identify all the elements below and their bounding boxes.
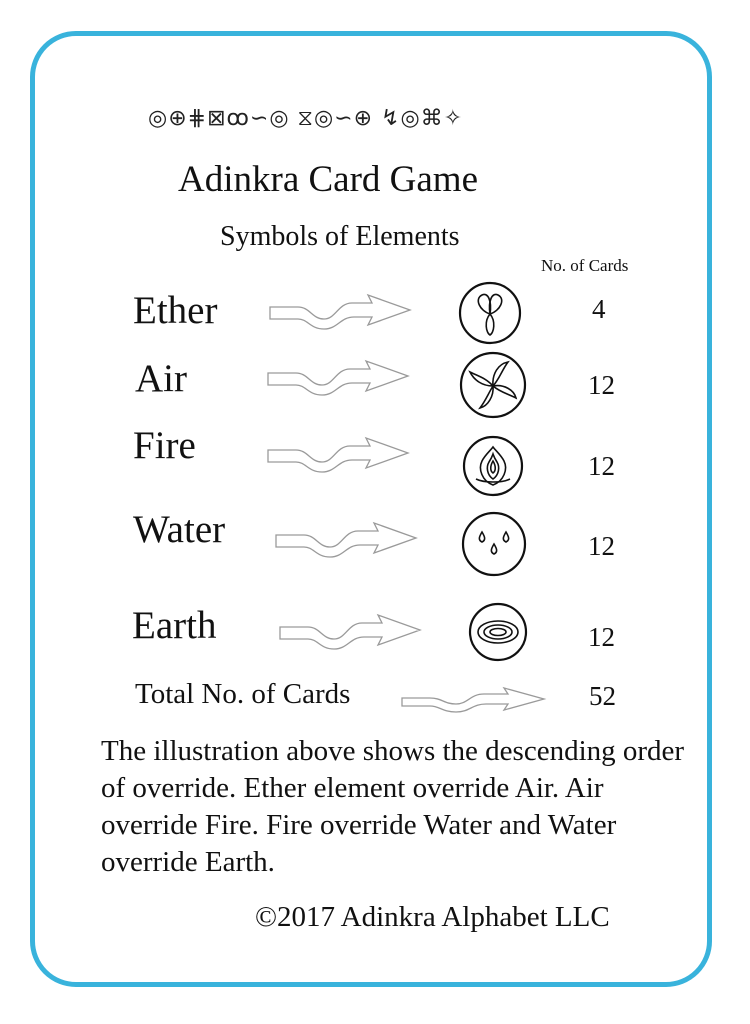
element-name-fire: Fire bbox=[133, 424, 196, 467]
three-petal-knot-icon bbox=[458, 281, 522, 345]
count-column-header: No. of Cards bbox=[541, 256, 629, 275]
element-count-water: 12 bbox=[588, 531, 615, 561]
total-count: 52 bbox=[589, 681, 616, 711]
flame-petals-icon bbox=[462, 433, 524, 499]
wavy-arrow-icon bbox=[278, 611, 428, 653]
pinwheel-swirl-icon bbox=[458, 350, 528, 420]
card-title: Adinkra Card Game bbox=[178, 159, 479, 200]
wavy-arrow-icon bbox=[268, 291, 418, 333]
element-count-earth: 12 bbox=[588, 622, 615, 652]
element-count-air: 12 bbox=[588, 370, 615, 400]
wavy-arrow-icon bbox=[400, 686, 550, 716]
wavy-arrow-icon bbox=[274, 519, 424, 561]
element-count-ether: 4 bbox=[592, 294, 606, 324]
wavy-arrow-icon bbox=[266, 357, 416, 399]
water-drops-icon bbox=[460, 510, 528, 578]
override-description: The illustration above shows the descending order of override. Ether element override Air. Air override Fire. Fire override Water and Water override Earth. bbox=[101, 735, 685, 878]
wavy-arrow-icon bbox=[266, 434, 416, 476]
element-name-air: Air bbox=[135, 357, 187, 400]
element-name-ether: Ether bbox=[133, 289, 218, 332]
total-label: Total No. of Cards bbox=[135, 678, 351, 710]
card-subtitle: Symbols of Elements bbox=[220, 221, 460, 252]
copyright-notice: ©2017 Adinkra Alphabet LLC bbox=[255, 901, 610, 933]
element-name-water: Water bbox=[133, 508, 226, 551]
adinkra-glyph-row: ◎⊕⋕⊠ꝏ∽◎ ⧖◎∽⊕ ↯◎⌘✧ bbox=[148, 106, 464, 131]
element-count-fire: 12 bbox=[588, 451, 615, 481]
element-name-earth: Earth bbox=[132, 604, 217, 647]
concentric-ovals-icon bbox=[468, 600, 528, 664]
